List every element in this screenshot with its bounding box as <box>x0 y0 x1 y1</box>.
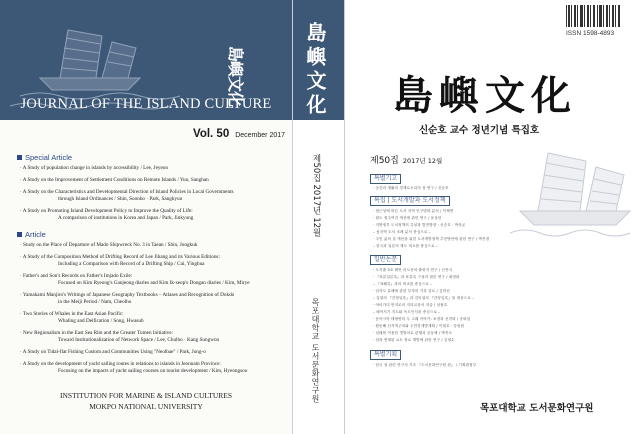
section-line: · 공간과 생활의 경계로오리의 섬 연구 / 신순호 <box>373 186 449 190</box>
section-line: · 환동해 신지역주의와 두만강개발계획 / 이철호 · 강성원 <box>373 324 465 328</box>
volume-number: Vol. 50 <box>193 128 230 140</box>
article-entry: · A Study of the Composition Method of Drifting Record of Lee Jihang and its Various Editions: Including a Comparison with Record of a Drifting Ship / Cui, Yinghua <box>20 254 220 267</box>
special-article-entry: · A Study of population change in islands by accessibility / Lee, Jeyeon <box>20 165 168 171</box>
square-bullet-icon <box>17 155 22 160</box>
section-line: · 주민 삶의 질 개선을 위한 도서개발정책 추진방안에 관한 연구 / 박진경 <box>373 237 490 241</box>
special-article-entry: · A Study on the Characteristics and Developmental Direction of Island Policies in Local Governments through Island Ordinances / Shin, Soonho · Park, Sangkyun <box>20 189 234 202</box>
issue-number: 제50집 2017년 12월 <box>370 156 443 166</box>
spine-volume: 제50집 2017년 12월 <box>311 154 321 237</box>
square-bullet-icon <box>17 232 22 237</box>
section-line: – 메이지기 지도와 독도인식을 중심으로 – <box>373 310 441 314</box>
back-cover <box>0 0 292 434</box>
article-heading: Article <box>17 230 46 239</box>
barcode-icon <box>566 5 622 27</box>
issue-date: 2017년 12월 <box>402 157 443 165</box>
journal-title: JOURNAL OF THE ISLAND CULTURE <box>20 96 272 112</box>
section-line: – 한국과 일본의 제도 비교를 중심으로 – <box>373 244 438 248</box>
volume-date: December 2017 <box>235 132 286 139</box>
section-line: · 널배를 이용한 갯벌어로 관행과 공동체 / 박종오 <box>373 331 453 335</box>
section-line: · 『표류일본록』과 표류록 구성과 판본 연구 / 최영화 <box>373 275 460 279</box>
section-line: · 섬과 연계된 요트 항로 개발에 관한 연구 / 김형수 <box>373 338 455 342</box>
volume-line <box>193 124 285 142</box>
section-line: – 섬지역 도서 조례 분석 중심으로 – <box>373 230 431 234</box>
section-line: · 임자도 유배에 관한 부자의 기록 검토 / 김미선 <box>373 289 450 293</box>
section-line: · 지방정부 도서정책의 특성과 발전방향 : 신순호 · 박상균 <box>373 223 466 227</box>
article-entry: · Study on the Place of Departure of Mado Shipwreck No. 3 in Taean / Shin, Jongkuk <box>20 242 198 248</box>
issn-number: ISSN 1598-4893 <box>566 30 615 37</box>
section-heading: 특별기획 <box>370 350 401 360</box>
spine-title: 島嶼文化 <box>303 22 327 118</box>
special-article-entry: · A Study on the Improvement of Settlement Conditions on Remote Islands / Yun, Sanghan <box>20 177 209 183</box>
article-entry: · A Study on Tidal-flat Fishing Custom and Communities Using "Neolbae" / Park, Jong-o <box>20 349 206 355</box>
special-article-entry: · A Study on Promoting Island Development Policy to Improve the Quality of Life: A comparison of institutions in Korea and Japan / Park, Jinkyung <box>20 208 194 221</box>
section-heading: 특별기고 <box>370 174 401 184</box>
back-cover-logo: 島嶼文化 <box>226 45 245 106</box>
article-entry: · New Regionalism in the East Sea Rim and the Greater Tumen Initiative: Toward Institutionalization of Network Space / Lee, Chulho · Kang Sungwon <box>20 330 220 343</box>
front-cover-publisher: 목포대학교 도서문화연구원 <box>480 403 594 414</box>
section-line: · 동아시아 태평양의 두 고래 이야기: 포경과 신격화 / 송화섭 <box>373 317 471 321</box>
spine-publisher: 목포대학교 도서문화연구원 <box>311 298 320 404</box>
article-entry: · Yamakami Manjiro's Writings of Japanese Geography Textbooks – Atlases and Recognition of Dokdo in the Meiji Period / Nam, Cheolho <box>20 292 235 305</box>
section-line: · 야마가미 만지로의 지리교과서 저술 / 남철호 <box>373 303 448 307</box>
article-entry: · A Study on the development of yacht sailing routes in relations to islands in Jeonnam Province: Focusing on the impacts of yacht sailing courses on tourist development / Kim, Hyeongsoo <box>20 361 248 374</box>
section-line: – 김령의 『간정일록』과 김익섭의 『간양일록』을 대상으로 – <box>373 296 475 300</box>
special-article-heading: Special Article <box>17 153 72 162</box>
section-line: · 접근성에 따른 도서 지역 인구변화 분석 / 이제연 <box>373 209 454 213</box>
section-heading: 특집 | 도서개발과 도서정책 <box>370 196 450 206</box>
section-heading: 일반논문 <box>370 255 401 265</box>
spine <box>292 0 345 434</box>
article-entry: · Father's and Son's Records on Father's Imjado Exile: Focused on Kim Ryeong's Ganjeong diaries and Kim Ik-seop's Dongan diaries / Kim, Mirye <box>20 273 250 286</box>
front-cover-subtitle: 신순호 교수 정년기념 특집호 <box>419 125 540 136</box>
front-cover <box>345 0 640 434</box>
section-line: · 원도 정주여건 개선에 관한 연구 / 윤상한 <box>373 216 442 220</box>
section-line: – 『표해록』과의 비교를 중심으로 – <box>373 282 433 286</box>
front-cover-title: 島嶼文化 <box>393 72 577 119</box>
article-entry: · Two Stories of Whales in the East Asian Pacific: Whaling and Deification / Song, Hwasub <box>20 311 144 324</box>
section-line: · 도기출 3호 태안 마도선의 출항지 연구 / 신종국 <box>373 268 453 272</box>
institution-name: INSTITUTION FOR MARINE & ISLAND CULTURES MOKPO NATIONAL UNIVERSITY <box>59 391 233 411</box>
section-line: · 한국 섬 관련 연구의 기초 『도서문화연구원 편』 / 기획편집부 <box>373 363 477 367</box>
junk-ship-illustration <box>510 133 640 243</box>
